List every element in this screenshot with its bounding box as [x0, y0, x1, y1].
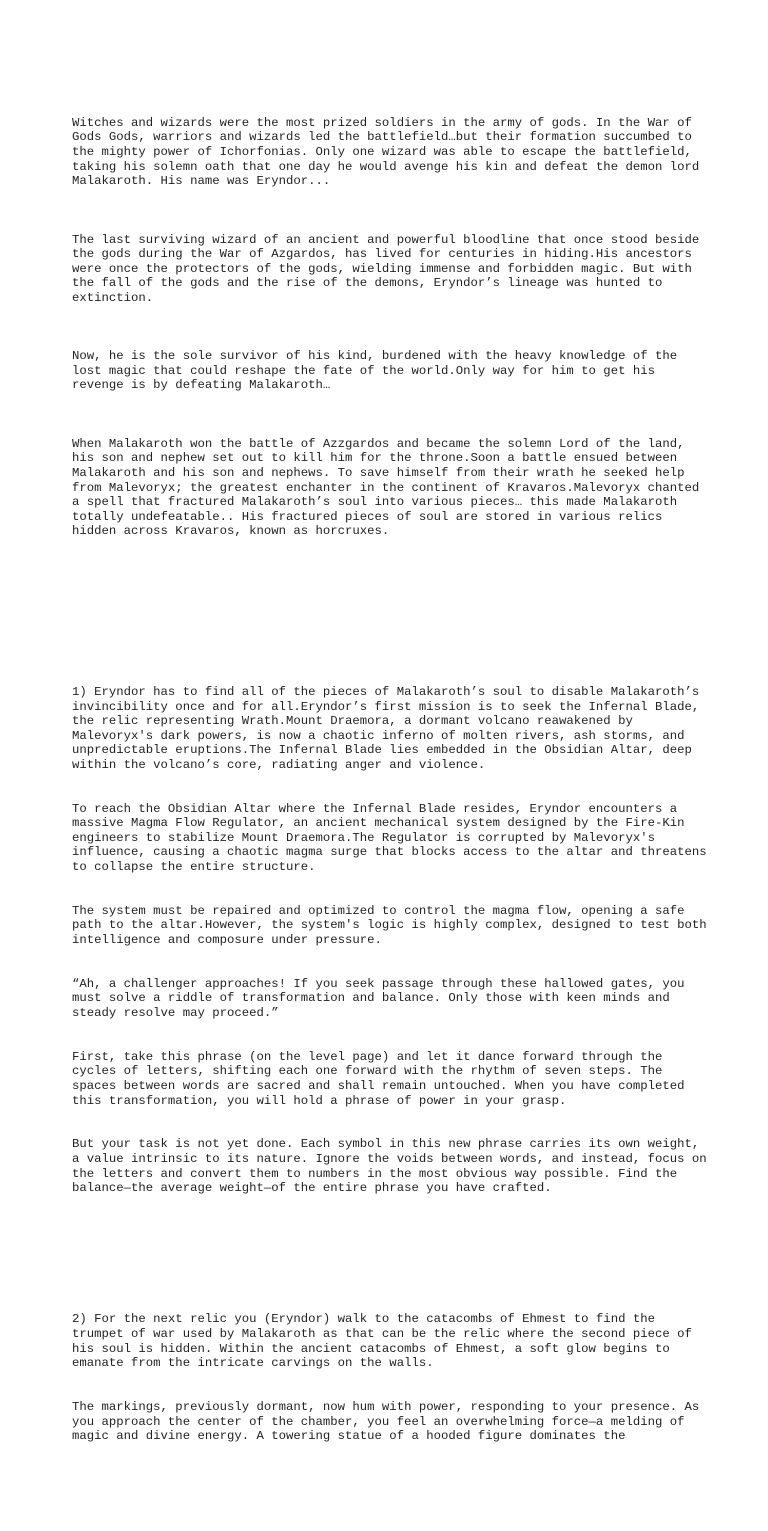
mission-2-paragraph-1: 2) For the next relic you (Eryndor) walk to the catacombs of Ehmest to find the trumpet of war used by Malakaroth as that can be the relic where the second piece of his soul is hidden. Within the ancient catacombs of Ehmest, a soft glow begins to emanate from the intricate carvings on the walls. [72, 1312, 700, 1371]
mission-2-section [72, 1283, 708, 1473]
mission-1-paragraph-1: 1) Eryndor has to find all of the pieces of Malakaroth’s soul to disable Malakaroth’s invincibility once and for all.Eryndor’s first mission is to seek the Infernal Blade, the relic representing Wrath.Mount Draemora, a dormant volcano reawakened by Malevoryx's dark powers, is now a chaotic inferno of molten rivers, ash storms, and unpredictable eruptions.The Infernal Blade lies embedded in the Obsidian Altar, deep within the volcano’s core, radiating anger and violence. [72, 684, 707, 772]
mission-1-paragraph-6: But your task is not yet done. Each symbol in this new phrase carries its own weight, a value intrinsic to its nature. Ignore the voids between words, and instead, focus on the letters and convert them to numbers in the most obvious way possible. Find the balance—the average weight—of the entire phrase you have crafted. [72, 1137, 715, 1196]
section-spacer [72, 597, 708, 612]
mission-1-paragraph-3: The system must be repaired and optimized to control the magma flow, opening a safe path to the altar.However, the system's logic is highly complex, designed to test both intelligence and composure under pressure. [72, 903, 715, 948]
mission-2-paragraph-2: The markings, previously dormant, now hum with power, responding to your presence. As you approach the center of the chamber, you feel an overwhelming force—a melding of magic and divine energy. A towering statue of a hooded figure dominates the [72, 1400, 707, 1444]
mission-1-section [72, 656, 715, 1225]
mission-1-paragraph-5: First, take this phrase (on the level page) and let it dance forward through the cycles of letters, shifting each one forward with the rhythm of seven steps. The spaces between words are sacred and shall remain untouched. When you have completed this transformation, you will hold a phrase of power in your grasp. [72, 1049, 692, 1108]
intro-paragraph-1: Witches and wizards were the most prized soldiers in the army of gods. In the War of Gods Gods, warriors and wizards led the battlefield…but their formation succumbed to the mighty power of Ichorfonias. Only one wizard was able to escape the battlefield, taking his solemn oath that one day he would avenge his kin and defeat the demon lord Malakaroth. His name was Eryndor... [72, 115, 707, 189]
document-body [72, 72, 715, 1531]
mission-1-riddle-quote: “Ah, a challenger approaches! If you seek passage through these hallowed gates, you must solve a riddle of transformation and balance. Only those with keen minds and steady resolve may proceed.” [72, 976, 692, 1020]
intro-paragraph-3: Now, he is the sole survivor of his kind, burdened with the heavy knowledge of the lost magic that could reshape the fate of the world.Only way for him to get his revenge is by defeating Malakaroth… [72, 349, 685, 393]
intro-paragraph-4: When Malakaroth won the battle of Azzgardos and became the solemn Lord of the land, his son and nephew set out to kill him for the throne.Soon a battle ensued between Malakaroth and his son and nephews. To save himself from their wrath he seeked help from Malevoryx; the greatest enchanter in the continent of Kravaros.Malevoryx chanted a spell that fractured Malakaroth’s soul into various pieces… this made Malakaroth totally undefeatable.. His fractured pieces of soul are stored in various relics hidden across Kravaros, known as horcruxes. [72, 436, 707, 539]
intro-paragraph-2: The last surviving wizard of an ancient and powerful bloodline that once stood beside the gods during the War of Azgardos, has lived for centuries in hiding.His ancestors were once the protectors of the gods, wielding immense and forbidden magic. But with the fall of the gods and the rise of the demons, Eryndor’s lineage was hunted to extinction. [72, 232, 707, 305]
mission-1-paragraph-2: To reach the Obsidian Altar where the Infernal Blade resides, Eryndor encounters a massive Magma Flow Regulator, an ancient mechanical system designed by the Fire-Kin engineers to stabilize Mount Draemora.The Regulator is corrupted by Malevoryx's influence, causing a chaotic magma surge that blocks access to the altar and threatens to collapse the entire structure. [72, 801, 715, 875]
